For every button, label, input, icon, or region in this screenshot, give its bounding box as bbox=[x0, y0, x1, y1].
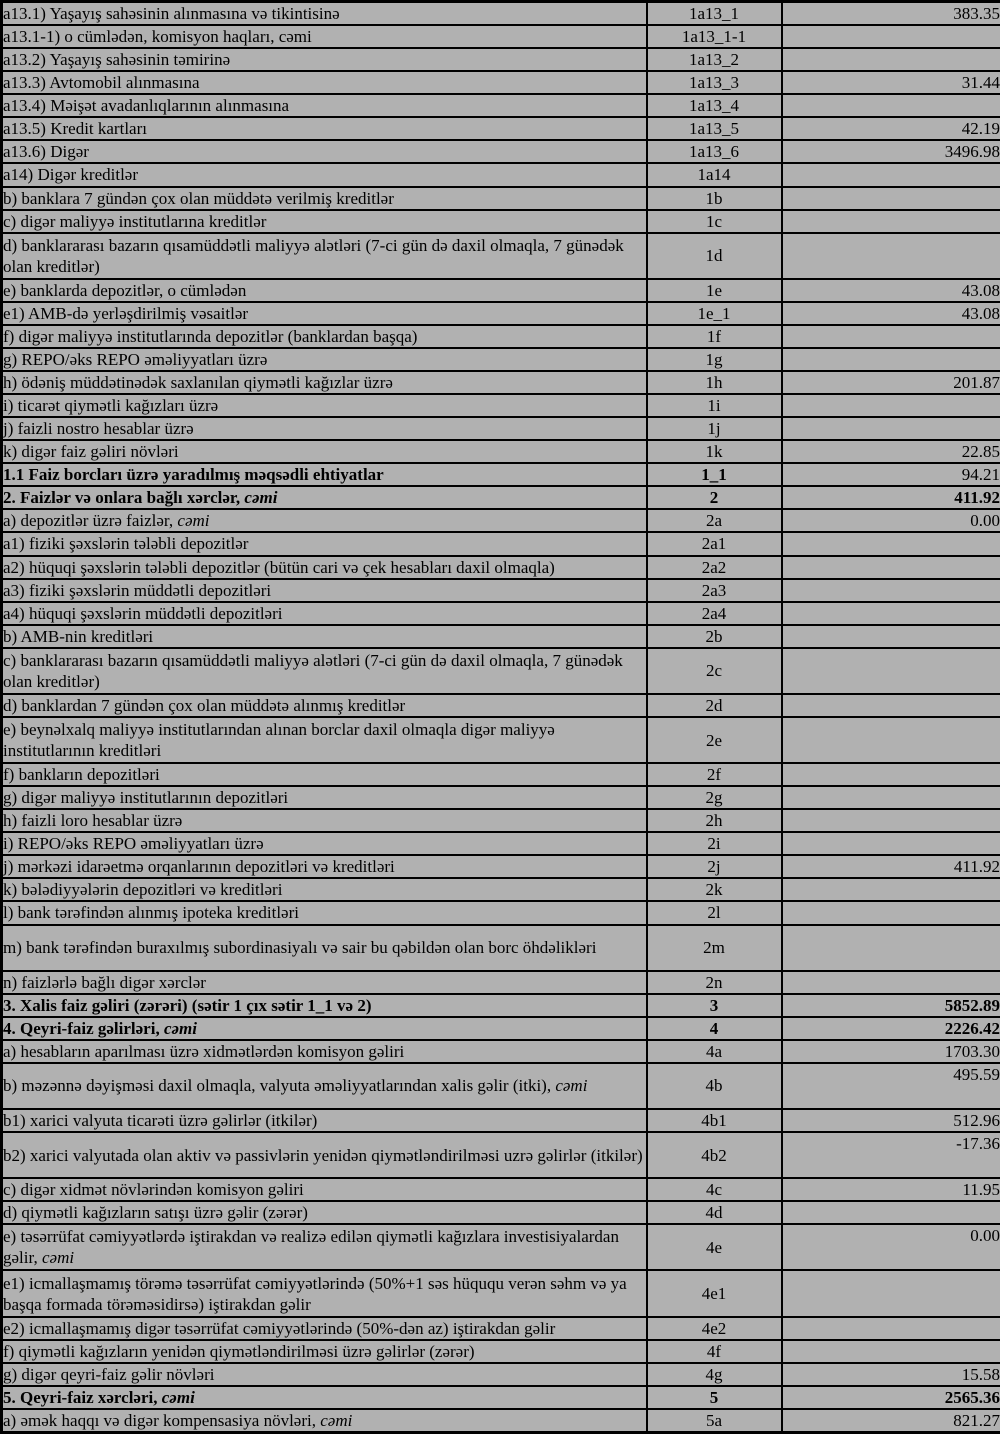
description-cell bbox=[2, 1317, 647, 1340]
code-cell: 2a bbox=[647, 509, 782, 532]
row-label: c) digər maliyyə institutlarına kreditlər bbox=[3, 211, 267, 231]
description-cell bbox=[2, 94, 647, 117]
value-cell bbox=[782, 901, 1000, 924]
code-cell: 2j bbox=[647, 855, 782, 878]
row-label: 4. Qeyri-faiz gəlirləri, bbox=[3, 1018, 164, 1038]
row-label-italic-suffix: cəmi bbox=[41, 1248, 75, 1268]
description-cell bbox=[2, 279, 647, 302]
table-row bbox=[2, 648, 1000, 694]
table-row bbox=[2, 302, 1000, 325]
description-cell bbox=[2, 648, 647, 694]
row-label-italic-suffix: cəmi bbox=[177, 511, 210, 531]
description-cell bbox=[2, 763, 647, 786]
row-label: d) qiymətli kağızların satışı üzrə gəlir (zərər) bbox=[3, 1203, 308, 1223]
table-row bbox=[2, 1017, 1000, 1040]
row-label: a2) hüquqi şəxslərin tələbli depozitlər (bütün cari və çek hesabları daxil olmaqla) bbox=[3, 557, 555, 577]
value-cell: 411.92 bbox=[782, 855, 1000, 878]
table-row bbox=[2, 971, 1000, 994]
table-row bbox=[2, 1340, 1000, 1363]
code-cell: 1k bbox=[647, 440, 782, 463]
value-cell bbox=[782, 325, 1000, 348]
code-cell: 1a13_1-1 bbox=[647, 25, 782, 48]
table-row bbox=[2, 694, 1000, 717]
table-row bbox=[2, 717, 1000, 763]
table-row bbox=[2, 625, 1000, 648]
value-cell bbox=[782, 210, 1000, 233]
table-row bbox=[2, 1063, 1000, 1109]
value-cell bbox=[782, 763, 1000, 786]
code-cell: 2a2 bbox=[647, 556, 782, 579]
table-row bbox=[2, 855, 1000, 878]
description-cell bbox=[2, 1040, 647, 1063]
description-cell bbox=[2, 832, 647, 855]
description-cell bbox=[2, 1017, 647, 1040]
code-cell: 1f bbox=[647, 325, 782, 348]
table-row bbox=[2, 371, 1000, 394]
row-label: d) banklararası bazarın qısamüddətli maliyyə alətləri (7-ci gün də daxil olmaqla, 7 günədək olan kreditlər) bbox=[3, 235, 624, 276]
description-cell bbox=[2, 971, 647, 994]
table-row bbox=[2, 1224, 1000, 1270]
table-row bbox=[2, 117, 1000, 140]
row-label: 3. Xalis faiz gəliri (zərəri) (sətir 1 çıx sətir 1_1 və 2) bbox=[3, 995, 372, 1015]
code-cell: 1a13_5 bbox=[647, 117, 782, 140]
code-cell: 2a1 bbox=[647, 532, 782, 555]
row-label: j) mərkəzi idarəetmə orqanlarının depozitləri və kreditləri bbox=[3, 857, 395, 877]
description-cell bbox=[2, 1132, 647, 1178]
value-cell bbox=[782, 1270, 1000, 1316]
code-cell: 4b bbox=[647, 1063, 782, 1109]
row-label: a13.5) Kredit kartları bbox=[3, 119, 147, 139]
row-label: l) bank tərəfindən alınmış ipoteka kreditləri bbox=[3, 903, 299, 923]
code-cell: 1a13_2 bbox=[647, 48, 782, 71]
row-label: 5. Qeyri-faiz xərcləri, bbox=[3, 1387, 162, 1407]
code-cell: 2i bbox=[647, 832, 782, 855]
code-cell: 1e_1 bbox=[647, 302, 782, 325]
value-cell: 43.08 bbox=[782, 279, 1000, 302]
code-cell: 2 bbox=[647, 486, 782, 509]
table-row bbox=[2, 1363, 1000, 1386]
table-body bbox=[2, 2, 1000, 1433]
row-label: e) təsərrüfat cəmiyyətlərdə iştirakdan və realizə edilən qiymətli kağızlara investisiyalardan gəlir, bbox=[3, 1227, 619, 1268]
code-cell: 2b bbox=[647, 625, 782, 648]
table-row bbox=[2, 279, 1000, 302]
table-row bbox=[2, 2, 1000, 26]
value-cell bbox=[782, 348, 1000, 371]
value-cell: 495.59 bbox=[782, 1063, 1000, 1109]
code-cell: 1j bbox=[647, 417, 782, 440]
description-cell bbox=[2, 163, 647, 186]
value-cell bbox=[782, 925, 1000, 971]
description-cell bbox=[2, 556, 647, 579]
value-cell bbox=[782, 187, 1000, 210]
row-label: m) bank tərəfindən buraxılmış subordinasiyalı və sair bu qəbildən olan borc öhdəlikləri bbox=[3, 938, 597, 958]
code-cell: 5a bbox=[647, 1409, 782, 1433]
table-row bbox=[2, 348, 1000, 371]
value-cell bbox=[782, 532, 1000, 555]
row-label: a13.4) Məişət avadanlıqlarının alınmasına bbox=[3, 96, 290, 116]
code-cell: 4e1 bbox=[647, 1270, 782, 1316]
value-cell: -17.36 bbox=[782, 1132, 1000, 1178]
table-row bbox=[2, 1409, 1000, 1433]
row-label: a13.3) Avtomobil alınmasına bbox=[3, 73, 200, 93]
value-cell bbox=[782, 809, 1000, 832]
description-cell bbox=[2, 210, 647, 233]
description-cell bbox=[2, 48, 647, 71]
code-cell: 1d bbox=[647, 233, 782, 279]
description-cell bbox=[2, 532, 647, 555]
code-cell: 2n bbox=[647, 971, 782, 994]
code-cell: 1a13_6 bbox=[647, 140, 782, 163]
description-cell bbox=[2, 187, 647, 210]
value-cell: 15.58 bbox=[782, 1363, 1000, 1386]
code-cell: 2g bbox=[647, 786, 782, 809]
value-cell bbox=[782, 25, 1000, 48]
code-cell: 2h bbox=[647, 809, 782, 832]
code-cell: 1a13_1 bbox=[647, 2, 782, 26]
code-cell: 4e2 bbox=[647, 1317, 782, 1340]
code-cell: 2k bbox=[647, 878, 782, 901]
table-row bbox=[2, 233, 1000, 279]
table-row bbox=[2, 187, 1000, 210]
row-label: f) digər maliyyə institutlarında depozitlər (banklardan başqa) bbox=[3, 326, 418, 346]
value-cell bbox=[782, 556, 1000, 579]
table-row bbox=[2, 786, 1000, 809]
table-row bbox=[2, 1040, 1000, 1063]
description-cell bbox=[2, 1363, 647, 1386]
row-label: e) banklarda depozitlər, o cümlədən bbox=[3, 280, 247, 300]
value-cell: 31.44 bbox=[782, 71, 1000, 94]
row-label: f) qiymətli kağızların yenidən qiymətləndirilməsi üzrə gəlirlər (zərər) bbox=[3, 1341, 475, 1361]
description-cell bbox=[2, 2, 647, 26]
description-cell bbox=[2, 117, 647, 140]
code-cell: 3 bbox=[647, 994, 782, 1017]
table-row bbox=[2, 1109, 1000, 1132]
table-row bbox=[2, 1386, 1000, 1409]
code-cell: 4d bbox=[647, 1201, 782, 1224]
table-row bbox=[2, 809, 1000, 832]
table-row bbox=[2, 394, 1000, 417]
row-label: b) məzənnə dəyişməsi daxil olmaqla, valyuta əməliyyatlarından xalis gəlir (itki), bbox=[3, 1076, 556, 1096]
table-row bbox=[2, 210, 1000, 233]
row-label: a) əmək haqqı və digər kompensasiya növləri, bbox=[3, 1410, 321, 1430]
code-cell: 2f bbox=[647, 763, 782, 786]
description-cell bbox=[2, 1109, 647, 1132]
code-cell: 4f bbox=[647, 1340, 782, 1363]
value-cell bbox=[782, 832, 1000, 855]
description-cell bbox=[2, 302, 647, 325]
code-cell: 2l bbox=[647, 901, 782, 924]
value-cell: 201.87 bbox=[782, 371, 1000, 394]
description-cell bbox=[2, 878, 647, 901]
value-cell bbox=[782, 786, 1000, 809]
description-cell bbox=[2, 140, 647, 163]
value-cell bbox=[782, 1201, 1000, 1224]
description-cell bbox=[2, 925, 647, 971]
row-label: e1) AMB-də yerləşdirilmiş vəsaitlər bbox=[3, 303, 249, 323]
description-cell bbox=[2, 809, 647, 832]
row-label: c) digər xidmət növlərindən komisyon gəliri bbox=[3, 1180, 304, 1200]
code-cell: 2a3 bbox=[647, 579, 782, 602]
value-cell bbox=[782, 94, 1000, 117]
table-row bbox=[2, 1201, 1000, 1224]
code-cell: 2d bbox=[647, 694, 782, 717]
table-row bbox=[2, 48, 1000, 71]
description-cell bbox=[2, 694, 647, 717]
description-cell bbox=[2, 486, 647, 509]
row-label: c) banklararası bazarın qısamüddətli maliyyə alətləri (7-ci gün də daxil olmaqla, 7 günədək olan kreditlər) bbox=[3, 650, 623, 691]
value-cell: 512.96 bbox=[782, 1109, 1000, 1132]
value-cell bbox=[782, 625, 1000, 648]
description-cell bbox=[2, 463, 647, 486]
value-cell bbox=[782, 394, 1000, 417]
table-row bbox=[2, 486, 1000, 509]
value-cell bbox=[782, 163, 1000, 186]
table-row bbox=[2, 1178, 1000, 1201]
code-cell: 2a4 bbox=[647, 602, 782, 625]
row-label: e) beynəlxalq maliyyə institutlarından alınan borclar daxil olmaqla digər maliyyə institutlarının kreditləri bbox=[3, 720, 555, 760]
row-label: d) banklardan 7 gündən çox olan müddətə alınmış kreditlər bbox=[3, 695, 406, 715]
value-cell: 2565.36 bbox=[782, 1386, 1000, 1409]
value-cell bbox=[782, 717, 1000, 763]
value-cell bbox=[782, 1340, 1000, 1363]
table-row bbox=[2, 925, 1000, 971]
value-cell bbox=[782, 602, 1000, 625]
row-label: e2) icmallaşmamış digər təsərrüfat cəmiyyətlərində (50%-dən az) iştirakdan gəlir bbox=[3, 1318, 556, 1338]
description-cell bbox=[2, 1270, 647, 1316]
row-label-italic-suffix: cəmi bbox=[555, 1076, 588, 1096]
row-label: k) bələdiyyələrin depozitləri və kreditləri bbox=[3, 880, 283, 900]
row-label: 1.1 Faiz borcları üzrə yaradılmış məqsədli ehtiyatlar bbox=[3, 465, 384, 485]
value-cell bbox=[782, 48, 1000, 71]
code-cell: 4g bbox=[647, 1363, 782, 1386]
row-label: a4) hüquqi şəxslərin müddətli depozitləri bbox=[3, 603, 283, 623]
description-cell bbox=[2, 1201, 647, 1224]
value-cell: 0.00 bbox=[782, 1224, 1000, 1270]
row-label: a) depozitlər üzrə faizlər, bbox=[3, 511, 178, 531]
row-label: j) faizli nostro hesablar üzrə bbox=[3, 419, 194, 439]
table-row bbox=[2, 163, 1000, 186]
code-cell: 1e bbox=[647, 279, 782, 302]
description-cell bbox=[2, 786, 647, 809]
table-row bbox=[2, 532, 1000, 555]
row-label: b) banklara 7 gündən çox olan müddətə verilmiş kreditlər bbox=[3, 188, 394, 208]
code-cell: 1h bbox=[647, 371, 782, 394]
description-cell bbox=[2, 71, 647, 94]
table-row bbox=[2, 994, 1000, 1017]
code-cell: 4e bbox=[647, 1224, 782, 1270]
row-label-italic-suffix: cəmi bbox=[163, 1018, 197, 1038]
value-cell: 1703.30 bbox=[782, 1040, 1000, 1063]
description-cell bbox=[2, 371, 647, 394]
value-cell: 3496.98 bbox=[782, 140, 1000, 163]
value-cell bbox=[782, 878, 1000, 901]
code-cell: 4b2 bbox=[647, 1132, 782, 1178]
code-cell: 1a14 bbox=[647, 163, 782, 186]
value-cell: 42.19 bbox=[782, 117, 1000, 140]
code-cell: 1a13_3 bbox=[647, 71, 782, 94]
table-row bbox=[2, 71, 1000, 94]
code-cell: 1i bbox=[647, 394, 782, 417]
code-cell: 1c bbox=[647, 210, 782, 233]
description-cell bbox=[2, 625, 647, 648]
table-row bbox=[2, 440, 1000, 463]
table-row bbox=[2, 901, 1000, 924]
table-row bbox=[2, 1317, 1000, 1340]
code-cell: 4a bbox=[647, 1040, 782, 1063]
description-cell bbox=[2, 440, 647, 463]
value-cell: 22.85 bbox=[782, 440, 1000, 463]
value-cell bbox=[782, 233, 1000, 279]
value-cell: 411.92 bbox=[782, 486, 1000, 509]
code-cell: 1_1 bbox=[647, 463, 782, 486]
description-cell bbox=[2, 325, 647, 348]
row-label: g) digər qeyri-faiz gəlir növləri bbox=[3, 1364, 215, 1384]
value-cell: 821.27 bbox=[782, 1409, 1000, 1433]
value-cell bbox=[782, 417, 1000, 440]
row-label-italic-suffix: cəmi bbox=[320, 1410, 353, 1430]
table-row bbox=[2, 832, 1000, 855]
code-cell: 1b bbox=[647, 187, 782, 210]
row-label: a13.1-1) o cümlədən, komisyon haqları, cəmi bbox=[3, 27, 312, 47]
row-label: a14) Digər kreditlər bbox=[3, 165, 138, 185]
row-label-italic-suffix: cəmi bbox=[244, 488, 278, 508]
code-cell: 4b1 bbox=[647, 1109, 782, 1132]
row-label: b1) xarici valyuta ticarəti üzrə gəlirlər (itkilər) bbox=[3, 1111, 318, 1131]
row-label: i) REPO/əks REPO əməliyyatları üzrə bbox=[3, 834, 264, 854]
value-cell bbox=[782, 694, 1000, 717]
row-label: b2) xarici valyutada olan aktiv və passivlərin yenidən qiymətləndirilməsi uzrə gəlirlər (itkilər) bbox=[3, 1145, 643, 1165]
row-label: a1) fiziki şəxslərin tələbli depozitlər bbox=[3, 534, 249, 554]
row-label: e1) icmallaşmamış törəmə təsərrüfat cəmiyyətlərində (50%+1 səs hüququ verən səhm və ya başqa formada törəməsidirsə) iştirakdan gəlir bbox=[3, 1273, 627, 1314]
table-row bbox=[2, 878, 1000, 901]
row-label: h) ödəniş müddətinədək saxlanılan qiymətli kağızlar üzrə bbox=[3, 373, 393, 393]
row-label: g) REPO/əks REPO əməliyyatları üzrə bbox=[3, 349, 268, 369]
value-cell bbox=[782, 1317, 1000, 1340]
table-row bbox=[2, 417, 1000, 440]
table-row bbox=[2, 1270, 1000, 1316]
code-cell: 2c bbox=[647, 648, 782, 694]
value-cell: 11.95 bbox=[782, 1178, 1000, 1201]
table-row bbox=[2, 556, 1000, 579]
description-cell bbox=[2, 1224, 647, 1270]
row-label: a13.1) Yaşayış sahəsinin alınmasına və tikintisinə bbox=[3, 4, 340, 24]
row-label: k) digər faiz gəliri növləri bbox=[3, 442, 179, 462]
row-label: n) faizlərlə bağlı digər xərclər bbox=[3, 972, 206, 992]
description-cell bbox=[2, 417, 647, 440]
table-row bbox=[2, 140, 1000, 163]
row-label: a13.2) Yaşayış sahəsinin təmirinə bbox=[3, 50, 231, 70]
value-cell bbox=[782, 971, 1000, 994]
description-cell bbox=[2, 233, 647, 279]
table-row bbox=[2, 579, 1000, 602]
row-label: a13.6) Digər bbox=[3, 142, 89, 162]
table-row bbox=[2, 1132, 1000, 1178]
description-cell bbox=[2, 602, 647, 625]
row-label: f) bankların depozitləri bbox=[3, 765, 160, 785]
description-cell bbox=[2, 901, 647, 924]
code-cell: 2m bbox=[647, 925, 782, 971]
description-cell bbox=[2, 394, 647, 417]
row-label: a) hesabların aparılması üzrə xidmətlərdən komisyon gəliri bbox=[3, 1041, 405, 1061]
table-row bbox=[2, 25, 1000, 48]
description-cell bbox=[2, 994, 647, 1017]
description-cell bbox=[2, 1409, 647, 1433]
table-row bbox=[2, 763, 1000, 786]
description-cell bbox=[2, 1340, 647, 1363]
row-label: b) AMB-nin kreditləri bbox=[3, 626, 154, 646]
value-cell: 94.21 bbox=[782, 463, 1000, 486]
table-row bbox=[2, 325, 1000, 348]
description-cell bbox=[2, 717, 647, 763]
row-label: g) digər maliyyə institutlarının depozitləri bbox=[3, 788, 289, 808]
table-row bbox=[2, 463, 1000, 486]
code-cell: 1g bbox=[647, 348, 782, 371]
code-cell: 4c bbox=[647, 1178, 782, 1201]
value-cell: 0.00 bbox=[782, 509, 1000, 532]
description-cell bbox=[2, 855, 647, 878]
description-cell bbox=[2, 1063, 647, 1109]
table-row bbox=[2, 94, 1000, 117]
value-cell bbox=[782, 579, 1000, 602]
value-cell: 5852.89 bbox=[782, 994, 1000, 1017]
description-cell bbox=[2, 25, 647, 48]
table-row bbox=[2, 602, 1000, 625]
value-cell: 43.08 bbox=[782, 302, 1000, 325]
description-cell bbox=[2, 1178, 647, 1201]
code-cell: 4 bbox=[647, 1017, 782, 1040]
row-label: 2. Faizlər və onlara bağlı xərclər, bbox=[3, 488, 245, 508]
row-label: i) ticarət qiymətli kağızları üzrə bbox=[3, 396, 219, 416]
code-cell: 1a13_4 bbox=[647, 94, 782, 117]
code-cell: 2e bbox=[647, 717, 782, 763]
value-cell: 383.35 bbox=[782, 2, 1000, 26]
description-cell bbox=[2, 579, 647, 602]
row-label: a3) fiziki şəxslərin müddətli depozitləri bbox=[3, 580, 272, 600]
description-cell bbox=[2, 1386, 647, 1409]
table-row bbox=[2, 509, 1000, 532]
code-cell: 5 bbox=[647, 1386, 782, 1409]
value-cell: 2226.42 bbox=[782, 1017, 1000, 1040]
value-cell bbox=[782, 648, 1000, 694]
row-label-italic-suffix: cəmi bbox=[161, 1387, 195, 1407]
row-label: h) faizli loro hesablar üzrə bbox=[3, 811, 183, 831]
description-cell bbox=[2, 509, 647, 532]
description-cell bbox=[2, 348, 647, 371]
